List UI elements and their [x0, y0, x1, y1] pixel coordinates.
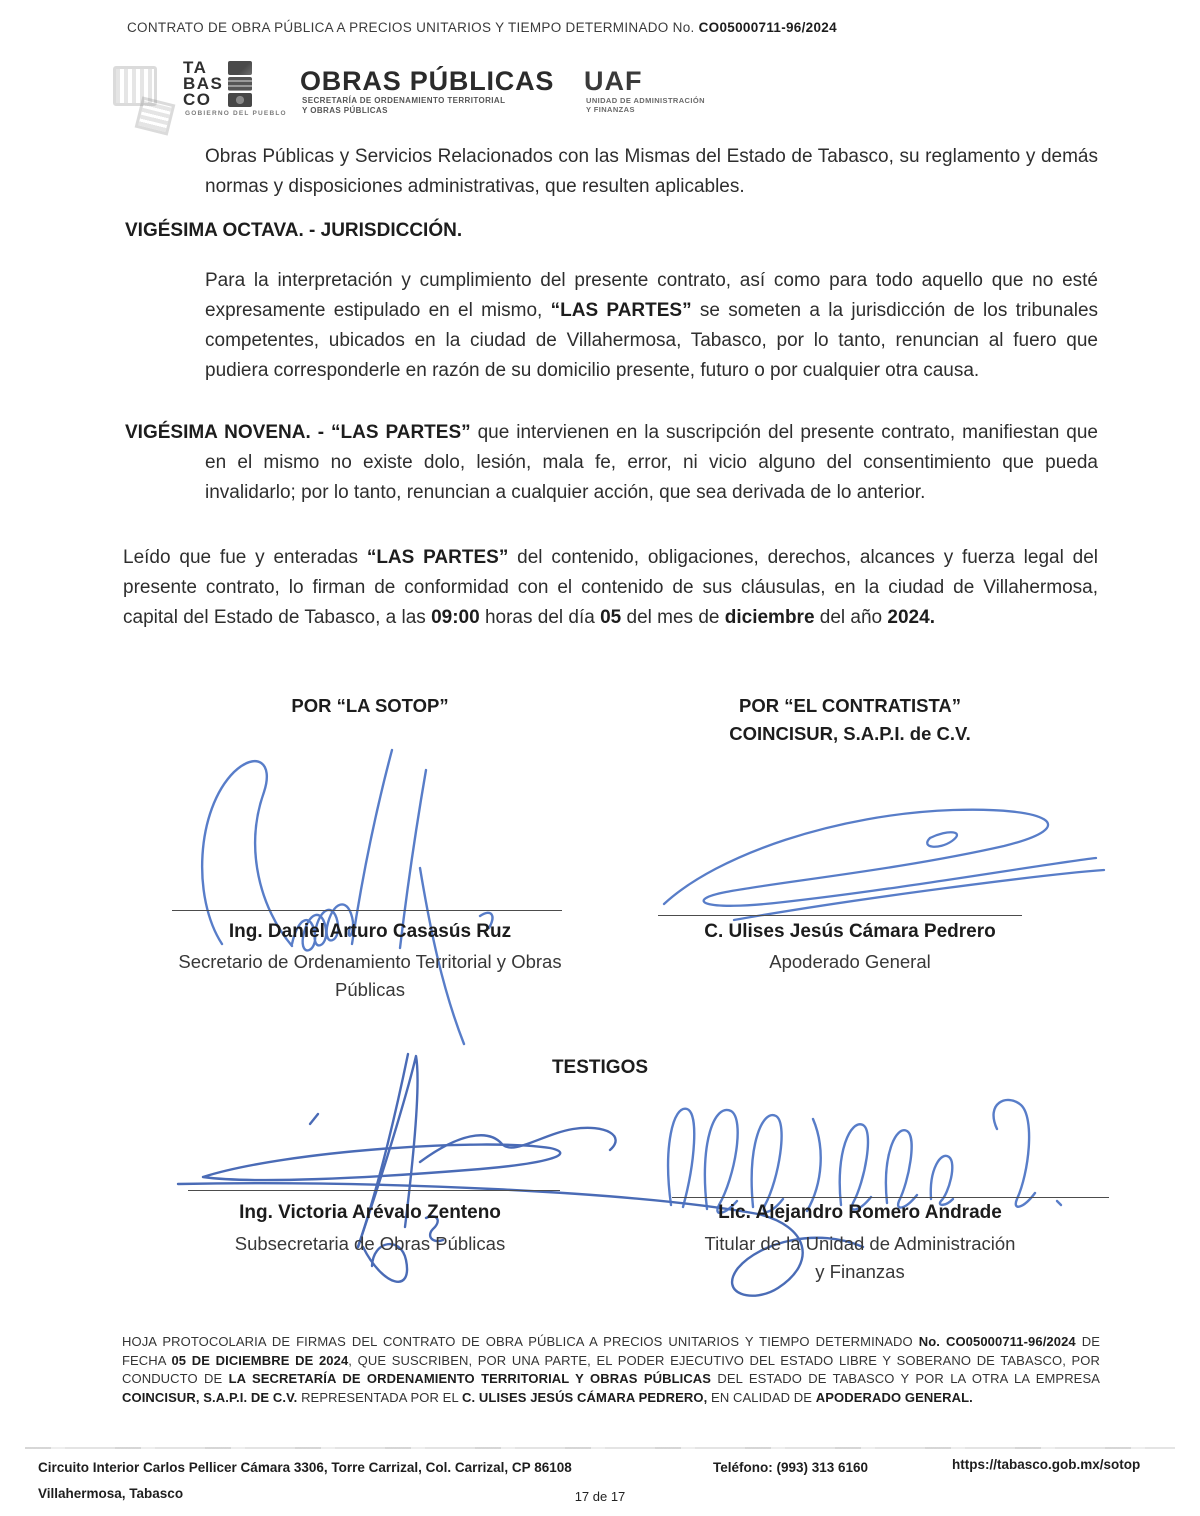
sotop-signer-name: Ing. Daniel Arturo Casasús Ruz [228, 921, 512, 942]
footer-address-line1: Circuito Interior Carlos Pellicer Cámara 3306, Torre Carrizal, Col. Carrizal, CP 86108 [38, 1460, 572, 1475]
signature-line [672, 1197, 1109, 1198]
signature-line [658, 915, 1022, 916]
contratista-signature-ink [648, 792, 1108, 942]
contratista-signer-role: Apoderado General [769, 951, 931, 972]
tabasco-wordmark: TA BAS CO [183, 58, 224, 109]
sotop-signature-title: POR “LA SOTOP” [291, 695, 449, 716]
uaf-subtitle: UNIDAD DE ADMINISTRACIÓN Y FINANZAS [586, 96, 705, 114]
obras-publicas-subtitle: SECRETARÍA DE ORDENAMIENTO TERRITORIAL Y OBRAS PÚBLICAS [302, 96, 506, 115]
testigo1-role: Subsecretaria de Obras Públicas [234, 1233, 506, 1254]
page-number: 17 de 17 [574, 1489, 626, 1504]
footer-address-line2: Villahermosa, Tabasco [38, 1486, 184, 1501]
closing-paragraph: Leído que fue y enteradas “LAS PARTES” del contenido, obligaciones, derechos, alcances y fuerza legal del presente contrato, lo firman de conformidad con el contenido de sus cláusulas, en la ciudad de Villahermosa, capital del Estado de Tabasco, a las 09:00 horas del día 05 del mes de diciembre del año 2024. [123, 547, 1098, 628]
tabasco-logo [183, 60, 252, 108]
contract-header-line [127, 20, 1087, 35]
stamp-glyph-icon [135, 96, 176, 135]
contratista-company: COINCISUR, S.A.P.I. de C.V. [729, 723, 971, 744]
protocol-footnote: HOJA PROTOCOLARIA DE FIRMAS DEL CONTRATO DE OBRA PÚBLICA A PRECIOS UNITARIOS Y TIEMPO DETERMINADO No. CO05000711-96/2024 DE FECHA 05 DE DICIEMBRE DE 2024, QUE SUSCRIBEN, POR UNA PARTE, EL PODER EJECUTIVO DEL ESTADO LIBRE Y SOBERANO DE TABASCO, POR CONDUCTO DE LA SECRETARÍA DE ORDENAMIENTO TERRITORIAL Y OBRAS PÚBLICAS DEL ESTADO DE TABASCO Y POR LA OTRA LA EMPRESA COINCISUR, S.A.P.I. DE C.V. REPRESENTADA POR EL C. ULISES JESÚS CÁMARA PEDRERO, EN CALIDAD DE APODERADO GENERAL. [122, 1334, 1100, 1405]
testigo2-role: Titular de la Unidad de Administración y Finanzas [704, 1233, 1016, 1282]
tabasco-glyphs-icon [228, 60, 252, 108]
contract-header-text: CONTRATO DE OBRA PÚBLICA A PRECIOS UNITARIOS Y TIEMPO DETERMINADO No. [127, 20, 699, 35]
obras-publicas-wordmark: OBRAS PÚBLICAS [300, 66, 555, 96]
contratista-signer-name: C. Ulises Jesús Cámara Pedrero [704, 921, 996, 942]
clause-28-heading: VIGÉSIMA OCTAVA. - JURISDICCIÓN. [125, 220, 463, 241]
signature-line [188, 1190, 560, 1191]
tabasco-tagline: GOBIERNO DEL PUEBLO [185, 110, 287, 117]
testigos-title: TESTIGOS [551, 1057, 649, 1078]
testigo1-name: Ing. Victoria Arévalo Zenteno [239, 1202, 501, 1223]
sotop-signer-role: Secretario de Ordenamiento Territorial y Obras Públicas [178, 951, 562, 1000]
footer-phone: Teléfono: (993) 313 6160 [713, 1460, 869, 1475]
testigo2-name: Lic. Alejandro Romero Andrade [718, 1202, 1002, 1223]
scan-divider-line [25, 1447, 1175, 1449]
uaf-wordmark: UAF [584, 66, 643, 96]
signature-line [172, 910, 562, 911]
clause-28-body: Para la interpretación y cumplimiento del presente contrato, así como para todo aquello que no esté expresamente estipulado en el mismo, “LAS PARTES” se someten a la jurisdicción de los tribunales competentes, ubicados en la ciudad de Villahermosa, Tabasco, por lo tanto, renuncian al fuero que pudiera corresponderle en razón de su domicilio presente, futuro o por cualquier otra causa. [205, 270, 1099, 381]
paragraph-intro: Obras Públicas y Servicios Relacionados con las Mismas del Estado de Tabasco, su reglamento y demás normas y disposiciones administrativas, que resulten aplicables. [205, 146, 1098, 197]
footer-url: https://tabasco.gob.mx/sotop [952, 1457, 1141, 1472]
contract-number: CO05000711-96/2024 [698, 20, 837, 35]
contratista-signature-title: POR “EL CONTRATISTA” [739, 695, 961, 716]
clause-29-body: VIGÉSIMA NOVENA. - “LAS PARTES” que intervienen en la suscripción del presente contrato, manifiestan que en el mismo no existe dolo, lesión, mala fe, error, ni vicio alguno del consentimiento que pueda invalidarlo; por lo tanto, renuncian a cualquier acción, que sea derivada de lo anterior. [125, 422, 1098, 503]
